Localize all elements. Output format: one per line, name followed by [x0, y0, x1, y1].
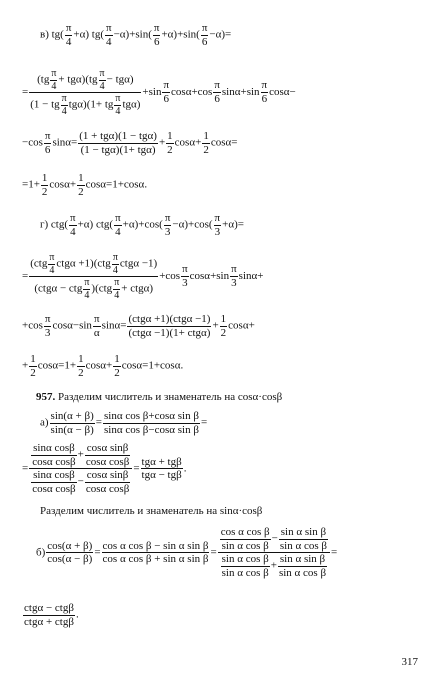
line-957-a: а) $\frac{\sin(\alpha + \beta)}{\sin(\alpha - \beta)}$ = $\frac{\text{sinα cos β+cosα sin β}}{\text{sinα cos β−cosα sin β}}$ =	[40, 410, 208, 436]
line-957-b: б) $\frac{\cos(\alpha + \beta)}{\cos(\alpha - \beta)}$ = $\frac{\text{cos α cos β − sin α sin β}}{\text{cos α cos β + sin α sin β}}$ = $\frac{\text{cos α cos β}}{\text{sin α cos β}}$ − $\frac{\text{sin α sin β}}{\text{sin α cos β}}$ $\frac{\text{sin α cos β}}{\text{sin α cos β}}$ + $\frac{\text{sin α sin β}}{\text{sin α cos β}}$ =	[36, 526, 338, 579]
line-957-eq2: = $\frac{\text{sinα cosβ}}{\text{cosα cosβ}}$ + $\frac{\text{cosα sinβ}}{\text{cosα cosβ}}$ $\frac{\text{sinα cosβ}}{\text{cosα cosβ}}$ − $\frac{\text{cosα sinβ}}{\text{cosα cosβ}}$ = $\frac{\text{tgα + tgβ}}{\text{tgα − tgβ}}$ .	[22, 442, 187, 495]
fraction: $\frac{\pi}{3}$	[44, 313, 51, 339]
fraction: $\frac{\text{sinα cos β+cosα sin β}}{\text{sinα cos β−cosα sin β}}$	[104, 410, 199, 436]
fraction: $\frac{1}{2}$	[203, 130, 209, 156]
fraction: $\frac{1}{2}$	[30, 353, 36, 379]
fraction: $\frac{\pi}{6}$	[44, 130, 51, 156]
fraction: $\frac{\pi}{4}$	[65, 22, 72, 48]
fraction: $\frac{1}{2}$	[167, 130, 173, 156]
fraction: $\frac{\pi}{6}$	[261, 79, 268, 105]
fraction: $\frac{\pi}{3}$	[231, 263, 237, 289]
fraction: $\frac{1}{2}$	[114, 353, 120, 379]
fraction: $\frac{\cos(\alpha + \beta)}{\cos(\alpha - \beta)}$	[47, 539, 93, 566]
line-v-3: −cos $\frac{\pi}{6}$ sinα= $\frac{\text{(1 + tgα)(1 − tgα)}}{\text{(1 − tgα)(1+ tgα)}}$ + $\frac{1}{2}$ cosα+ $\frac{1}{2}$ cosα=	[22, 130, 238, 156]
text-divide-sin: Разделим числитель и знаменатель на sinα·cosβ	[40, 505, 263, 517]
fraction: $\frac{\pi}{\alpha}$	[93, 313, 100, 339]
fraction: $\frac{1}{2}$	[220, 313, 227, 339]
line-v-1: в) tg( $\frac{\pi}{4}$ +α) tg( $\frac{\pi}{4}$ −α)+sin( $\frac{\pi}{6}$ +α)+sin( $\frac{\pi}{6}$ −α)=	[40, 22, 232, 48]
compound-fraction: $\frac{\text{cos α cos β}}{\text{sin α cos β}}$ − $\frac{\text{sin α sin β}}{\text{sin α cos β}}$ $\frac{\text{sin α cos β}}{\text{sin α cos β}}$ + $\frac{\text{sin α sin β}}{\text{sin α cos β}}$	[218, 526, 330, 580]
fraction: $\frac{\text{cos α cos β − sin α sin β}}{\text{cos α cos β + sin α sin β}}$	[102, 539, 209, 566]
fraction: $\frac{\pi}{6}$	[153, 22, 160, 48]
fraction: $\frac{\pi}{6}$	[201, 22, 208, 48]
fraction: $\frac{\pi}{3}$	[182, 263, 188, 289]
big-fraction: (ctg $\frac{\pi}{4}$ ctgα +1)(ctg $\frac{\pi}{4}$ ctgα −1) (ctgα − ctg $\frac{\pi}{4}$ )(ctg $\frac{\pi}{4}$ + ctgα)	[30, 252, 158, 301]
fraction: $\frac{\text{ctgα − ctgβ}}{\text{ctgα + ctgβ}}$	[24, 602, 74, 628]
fraction: $\frac{\pi}{4}$	[70, 212, 76, 238]
line-g-1: г) ctg( $\frac{\pi}{4}$ +α) ctg( $\frac{\pi}{4}$ +α)+cos( $\frac{\pi}{3}$ −α)+cos( $\frac{\pi}{3}$ +α)=	[40, 212, 244, 238]
compound-fraction: $\frac{\text{sinα cosβ}}{\text{cosα cosβ}}$ + $\frac{\text{cosα sinβ}}{\text{cosα cosβ}}$ $\frac{\text{sinα cosβ}}{\text{cosα cosβ}}$ − $\frac{\text{cosα sinβ}}{\text{cosα cosβ}}$	[29, 442, 132, 496]
fraction: $\frac{\pi}{3}$	[214, 212, 221, 238]
big-fraction: (tg $\frac{\pi}{4}$ + tgα)(tg $\frac{\pi}{4}$ − tgα) (1 − tg $\frac{\pi}{4}$ tgα)(1+ tg $\frac{\pi}{4}$ tgα)	[30, 68, 141, 117]
fraction: $\frac{1}{2}$	[78, 172, 84, 198]
big-fraction: $\frac{\text{(1 + tgα)(1 − tgα)}}{\text{(1 − tgα)(1+ tgα)}}$	[79, 130, 157, 156]
big-fraction: $\frac{\text{(ctgα +1)(ctgα −1)}}{\text{(ctgα −1)(1+ ctgα)}}$	[128, 313, 211, 339]
fraction: $\frac{\sin(\alpha + \beta)}{\sin(\alpha - \beta)}$	[50, 410, 94, 436]
fraction: $\frac{\pi}{6}$	[214, 79, 220, 105]
fraction: $\frac{1}{2}$	[78, 353, 84, 379]
fraction: $\frac{\pi}{6}$	[163, 79, 170, 105]
page-number: 317	[401, 656, 418, 668]
fraction: $\frac{1}{2}$	[41, 172, 48, 198]
fraction: $\frac{\pi}{4}$	[106, 22, 112, 48]
fraction: $\frac{\text{tgα + tgβ}}{\text{tgα − tgβ}}$	[141, 455, 182, 482]
line-v-2: = (tg $\frac{\pi}{4}$ + tgα)(tg $\frac{\pi}{4}$ − tgα) (1 − tg $\frac{\pi}{4}$ tgα)(1+ tg $\frac{\pi}{4}$ tgα) +sin $\frac{\pi}{6}$ cosα+cos $\frac{\pi}{6}$ sinα+sin $\frac{\pi}{6}$ cosα−	[22, 68, 296, 117]
fraction: $\frac{\pi}{3}$	[164, 212, 171, 238]
line-g-3: +cos $\frac{\pi}{3}$ cosα−sin $\frac{\pi}{\alpha}$ sinα= $\frac{\text{(ctgα +1)(ctgα −1)}}{\text{(ctgα −1)(1+ ctgα)}}$ + $\frac{1}{2}$ cosα+	[22, 313, 255, 339]
fraction: $\frac{\pi}{4}$	[115, 212, 121, 238]
line-g-4: + $\frac{1}{2}$ cosα=1+ $\frac{1}{2}$ cosα+ $\frac{1}{2}$ cosα=1+cosα.	[22, 353, 184, 379]
line-v-4: =1+ $\frac{1}{2}$ cosα+ $\frac{1}{2}$ cosα=1+cosα.	[22, 172, 148, 198]
line-957-final: $\frac{\text{ctgα − ctgβ}}{\text{ctgα + ctgβ}}$ .	[24, 602, 79, 628]
line-g-2: = (ctg $\frac{\pi}{4}$ ctgα +1)(ctg $\frac{\pi}{4}$ ctgα −1) (ctgα − ctg $\frac{\pi}{4}$ )(ctg $\frac{\pi}{4}$ + ctgα) +cos $\frac{\pi}{3}$ cosα+sin $\frac{\pi}{3}$ sinα+	[22, 252, 264, 301]
problem-957-heading: 957. Разделим числитель и знаменатель на cosα·cosβ	[36, 391, 283, 403]
